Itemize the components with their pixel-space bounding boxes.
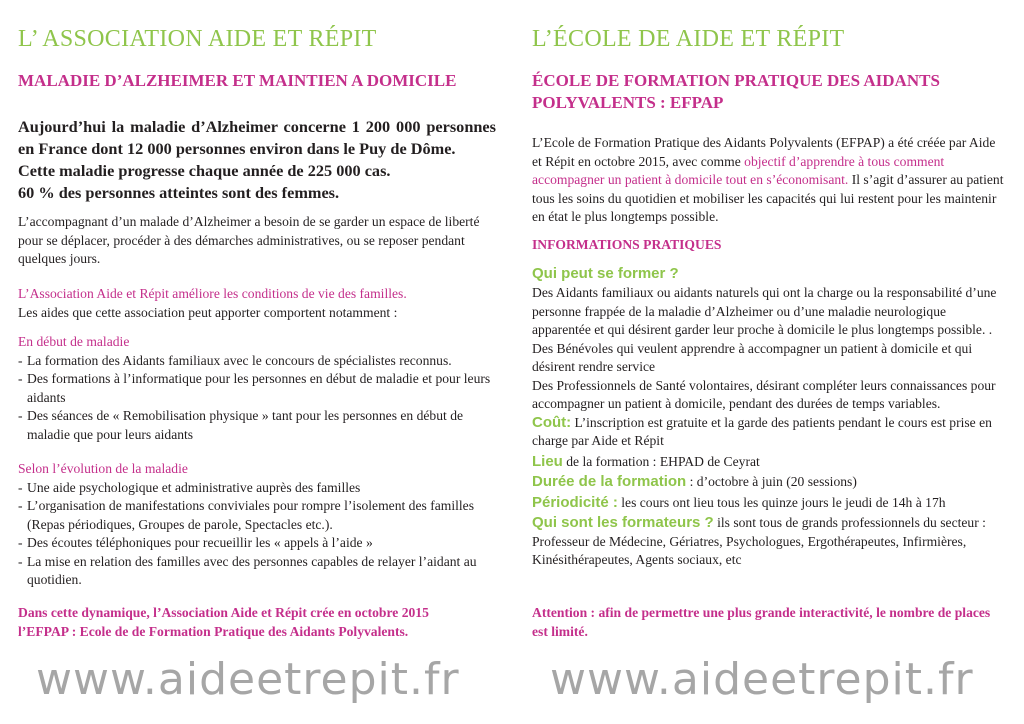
- improve-highlight: L’Association Aide et Répit améliore les conditions de vie des familles.: [18, 286, 407, 301]
- evolution-list: [18, 479, 496, 590]
- intro-text-end: Il s’agit d’assurer au patient tous les soins du quotidien et mobiliser les capacités qui lui restent pour les maintenir en état le plus longtemps possible.: [532, 172, 1004, 224]
- intro-text: L’Ecole de Formation Pratique des Aidants Polyvalents (EFPAP) a été créée par Aide et Répit en octobre 2015, avec comme: [532, 135, 996, 169]
- lead-line: Cette maladie progresse chaque année de 225 000 cas.: [18, 161, 391, 180]
- early-stage-list: [18, 352, 496, 445]
- cost-label: Coût:: [532, 413, 572, 431]
- website-url[interactable]: www.aideetrepit.fr: [36, 654, 460, 705]
- period-text: les cours ont lieu tous les quinze jours le jeudi de 14h à 17h: [617, 494, 946, 510]
- website-url[interactable]: www.aideetrepit.fr: [550, 654, 974, 705]
- closing-line: l’EFPAP : Ecole de de Formation Pratique des Aidants Polyvalents.: [18, 623, 409, 639]
- trainers-text: ils sont tous de grands professionnels du secteur : Professeur de Médecine, Gériatres, Psychologues, Ergothérapeutes, Infirmières, Kinésithérapeutes, Agents sociaux, etc: [532, 515, 986, 567]
- lead-paragraph: [18, 116, 496, 204]
- list-item: - Des séances de « Remobilisation physique » tant pour les personnes en début de maladie que pour leurs aidants: [18, 407, 496, 444]
- evolution-title: Selon l’évolution de la maladie: [18, 461, 188, 476]
- who-label: Qui peut se former ?: [532, 265, 679, 282]
- school-title: L’ÉCOLE DE AIDE ET RÉPIT: [532, 26, 845, 52]
- association-title: L’ ASSOCIATION AIDE ET RÉPIT: [18, 26, 377, 52]
- list-item: - L’organisation de manifestations conviviales pour rompre l’isolement des familles (Repas périodiques, Groupes de parole, Spectacles etc.).: [18, 497, 496, 534]
- list-item: - Des écoutes téléphoniques pour recueillir les « appels à l’aide »: [18, 534, 496, 553]
- info-section: [532, 264, 1008, 570]
- closing-paragraph: [18, 604, 496, 641]
- list-item: - Une aide psychologique et administrative auprès des familles: [18, 479, 496, 498]
- lead-line: 60 % des personnes atteintes sont des femmes.: [18, 183, 340, 202]
- place-label: Lieu: [532, 452, 563, 470]
- list-item: - La formation des Aidants familiaux avec le concours de spécialistes reconnus.: [18, 352, 496, 371]
- who-text: Des Aidants familiaux ou aidants naturels qui ont la charge ou la responsabilité d’une personne frappée de la maladie d’Alzheimer ou d’une maladie neurologique apparentée et qui désirent garder leur proche à domicile le plus longtemps possible. .: [532, 285, 997, 337]
- period-label: Périodicité :: [532, 493, 618, 511]
- cost-text: L’inscription est gratuite et la garde des patients pendant le cours est prise en charge par Aide et Répit: [532, 414, 992, 448]
- who-text: Des Professionnels de Santé volontaires, désirant compléter leurs connaissances pour accompagner un patient à domicile, pendant des durées de temps variables.: [532, 377, 996, 411]
- duration-text: : d’octobre à juin (20 sessions): [686, 474, 857, 489]
- association-subtitle: MALADIE D’ALZHEIMER ET MAINTIEN A DOMICILE: [18, 71, 457, 90]
- place-text: de la formation : EHPAD de Ceyrat: [562, 453, 760, 469]
- early-stage-title: En début de maladie: [18, 334, 130, 349]
- school-intro: [532, 134, 1008, 227]
- school-subtitle: ÉCOLE DE FORMATION PRATIQUE DES AIDANTS POLYVALENTS : EFPAP: [532, 71, 940, 112]
- early-stage-section: [18, 333, 496, 444]
- list-item: - Des formations à l’informatique pour les personnes en début de maladie et pour leurs aidants: [18, 370, 496, 407]
- who-text: Des Bénévoles qui veulent apprendre à accompagner un patient à domicile et qui désirent rendre service: [532, 340, 973, 374]
- duration-label: Durée de la formation: [532, 473, 687, 490]
- closing-line: Dans cette dynamique, l’Association Aide et Répit crée en octobre 2015: [18, 605, 429, 620]
- list-item: - La mise en relation des familles avec des personnes capables de relayer l’aidant au quotidien.: [18, 553, 496, 590]
- evolution-section: [18, 460, 496, 590]
- lead-line: Aujourd’hui la maladie d’Alzheimer concerne 1 200 000 personnes en France dont 12 000 personnes environ dans le Puy de Dôme.: [18, 117, 496, 158]
- intro-paragraph: L’accompagnant d’un malade d’Alzheimer a besoin de se garder un espace de liberté pour se déplacer, procéder à des démarches administratives, ou se reposer pendant quelques jours.: [18, 214, 480, 266]
- improve-paragraph: [18, 285, 496, 322]
- improve-text: Les aides que cette association peut apporter comportent notamment :: [18, 304, 398, 320]
- intro-highlight: objectif d’apprendre à tous comment accompagner un patient à domicile tout en s’économisant.: [532, 153, 945, 187]
- info-title: INFORMATIONS PRATIQUES: [532, 237, 722, 252]
- trainers-label: Qui sont les formateurs ?: [532, 514, 714, 531]
- attention-note: Attention : afin de permettre une plus grande interactivité, le nombre de places est limité.: [532, 605, 991, 639]
